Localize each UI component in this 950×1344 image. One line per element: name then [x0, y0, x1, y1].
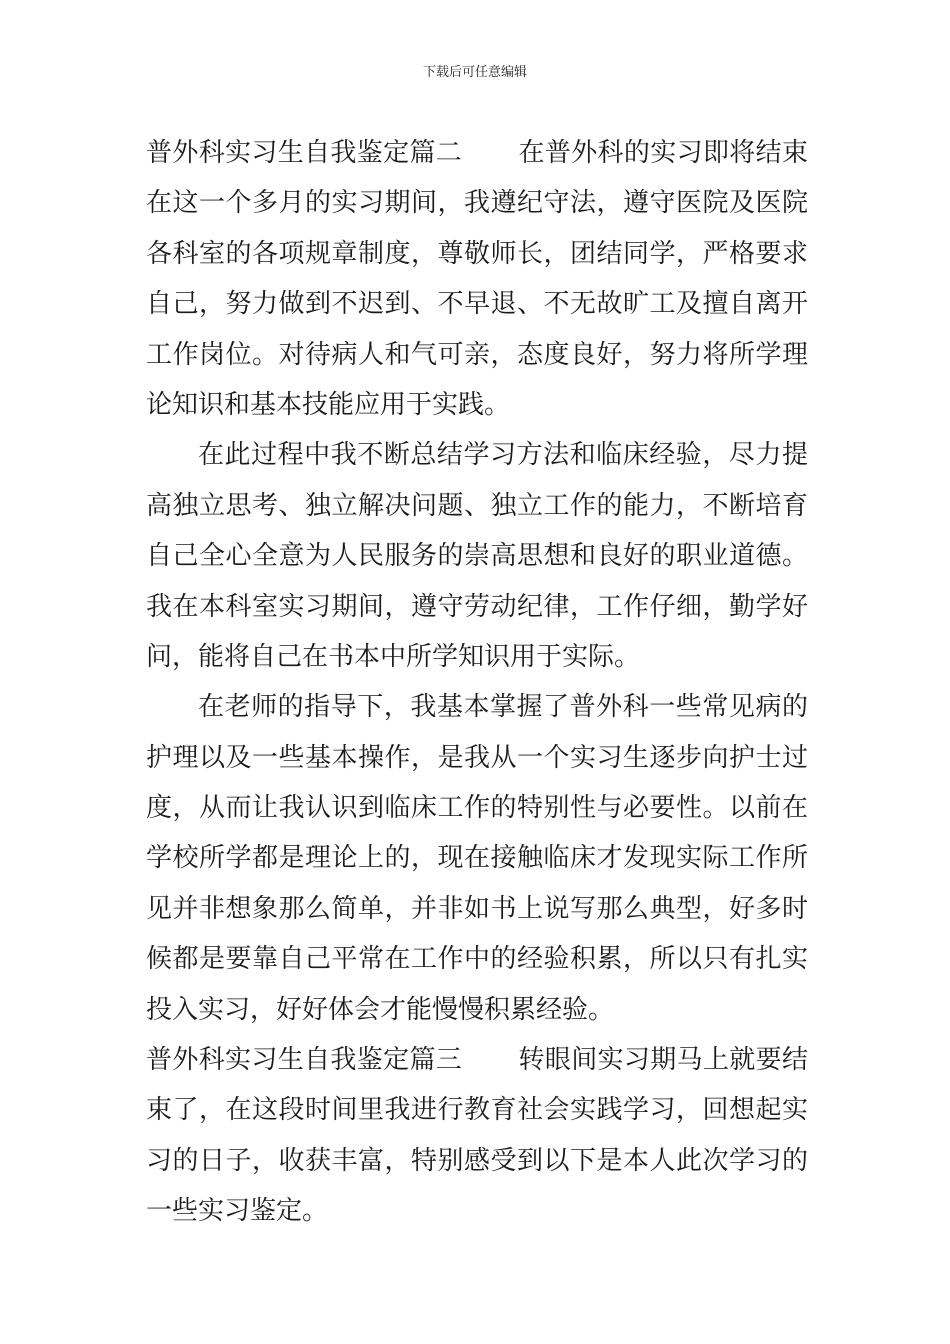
text-line: 在这一个多月的实习期间，我遵纪守法，遵守医院及医院 — [146, 188, 808, 219]
text-line: 在老师的指导下，我基本掌握了普外科一些常见病的 — [198, 692, 808, 723]
paragraph — [146, 682, 808, 1035]
text-line: 见并非想象那么简单，并非如书上说写那么典型，好多时 — [146, 893, 808, 924]
text-line — [146, 1035, 808, 1085]
text-line: 各科室的各项规章制度，尊敬师长，团结同学，严格要求 — [146, 238, 808, 269]
section-heading: 普外科实习生自我鉴定篇二 — [146, 138, 463, 168]
line-text: 在普外科的实习即将结束 — [518, 138, 808, 168]
section-heading: 普外科实习生自我鉴定篇三 — [146, 1045, 463, 1076]
text-line: 度，从而让我认识到临床工作的特别性与必要性。以前在 — [146, 793, 808, 824]
text-line: 一些实习鉴定。 — [146, 1196, 329, 1227]
paragraph — [146, 1035, 808, 1237]
document-body — [146, 128, 808, 1237]
text-line: 问，能将自己在书本中所学知识用于实际。 — [146, 641, 641, 672]
page-header: 下载后可任意编辑 — [422, 65, 527, 80]
text-line: 候都是要靠自己平常在工作中的经验积累，所以只有扎实 — [146, 944, 808, 975]
text-line: 投入实习，好好体会才能慢慢积累经验。 — [146, 994, 615, 1025]
text-line: 护理以及一些基本操作，是我从一个实习生逐步向护士过 — [146, 742, 808, 773]
text-line: 束了，在这段时间里我进行教育社会实践学习，回想起实 — [146, 1095, 808, 1126]
text-line: 在此过程中我不断总结学习方法和临床经验，尽力提 — [198, 440, 808, 471]
line-text: 转眼间实习期马上就要结 — [518, 1045, 808, 1076]
text-line: 自己，努力做到不迟到、不早退、不无故旷工及擅自离开 — [146, 289, 808, 320]
text-line: 工作岗位。对待病人和气可亲，态度良好，努力将所学理 — [146, 339, 808, 370]
text-line: 习的日子，收获丰富，特别感受到以下是本人此次学习的 — [146, 1145, 808, 1176]
text-line: 高独立思考、独立解决问题、独立工作的能力，不断培育 — [146, 490, 808, 521]
paragraph — [146, 430, 808, 682]
text-line: 论知识和基本技能应用于实践。 — [146, 389, 511, 420]
text-line: 我在本科室实习期间，遵守劳动纪律，工作仔细，勤学好 — [146, 591, 808, 622]
text-line: 学校所学都是理论上的，现在接触临床才发现实际工作所 — [146, 843, 808, 874]
text-line: 自己全心全意为人民服务的崇高思想和良好的职业道德。 — [146, 541, 808, 572]
paragraph — [146, 128, 808, 430]
text-line — [146, 128, 808, 178]
